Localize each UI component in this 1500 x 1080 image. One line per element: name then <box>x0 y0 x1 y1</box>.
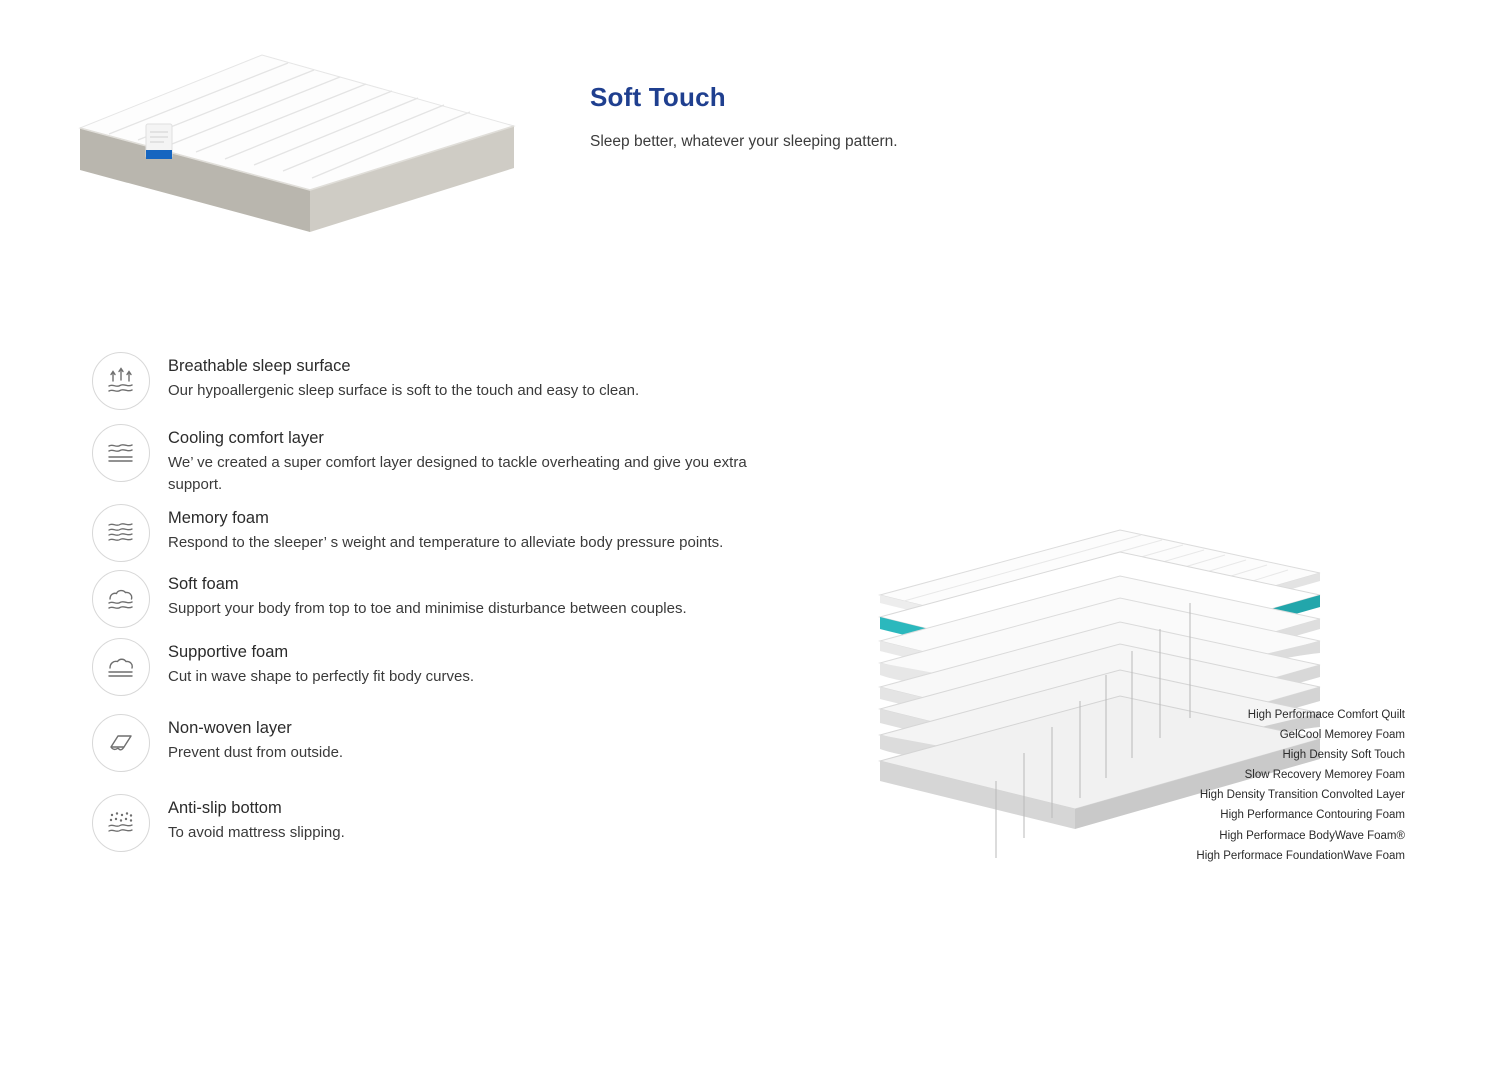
hero-text-block <box>590 82 1230 151</box>
supportive-foam-icon <box>92 638 150 696</box>
feature-item-memory-foam <box>92 504 812 562</box>
layer-label: High Performance Contouring Foam <box>1220 809 1405 822</box>
non-woven-sheet-icon <box>92 714 150 772</box>
layer-label: High Performace Comfort Quilt <box>1247 709 1405 721</box>
cooling-layer-icon <box>92 424 150 482</box>
layer-label: Slow Recovery Memorey Foam <box>1244 769 1405 782</box>
feature-title: Anti-slip bottom <box>168 798 282 817</box>
feature-item-soft-foam <box>92 570 812 628</box>
layer-label: High Density Transition Convolted Layer <box>1199 789 1405 802</box>
feature-description: Prevent dust from outside. <box>168 743 344 761</box>
feature-description: To avoid mattress slipping. <box>168 823 345 841</box>
layer-label: High Performace FoundationWave Foam <box>1196 849 1405 862</box>
page-title: Soft Touch <box>590 82 726 112</box>
feature-title: Non-woven layer <box>168 718 292 737</box>
feature-item-anti-slip-bottom <box>92 794 812 852</box>
layer-label: High Performace BodyWave Foam® <box>1219 829 1405 842</box>
feature-description: Our hypoallergenic sleep surface is soft to the touch and easy to clean. <box>168 382 640 399</box>
feature-description: Support your body from top to toe and minimise disturbance between couples. <box>168 599 687 617</box>
feature-item-non-woven-layer <box>92 714 812 772</box>
feature-item-supportive-foam <box>92 638 812 696</box>
feature-title: Breathable sleep surface <box>168 357 351 375</box>
feature-description: Cut in wave shape to perfectly fit body curves. <box>168 667 474 685</box>
breathable-airflow-icon <box>92 352 150 410</box>
soft-foam-cloud-icon <box>92 570 150 628</box>
layer-label: GelCool Memorey Foam <box>1279 729 1405 742</box>
memory-foam-waves-icon <box>92 504 150 562</box>
feature-title: Soft foam <box>168 574 239 593</box>
anti-slip-dots-icon <box>92 794 150 852</box>
feature-description: Respond to the sleeper’ s weight and temperature to alleviate body pressure points. <box>168 533 724 551</box>
feature-description: We’ ve created a super comfort layer designed to tackle overheating and give you extra support. <box>168 454 747 493</box>
mattress-product-photo <box>62 20 532 260</box>
feature-title: Supportive foam <box>168 642 289 661</box>
feature-title: Memory foam <box>168 508 269 527</box>
layer-label-list <box>975 710 1405 871</box>
layer-label: High Density Soft Touch <box>1282 749 1405 762</box>
feature-list <box>92 352 812 872</box>
feature-title: Cooling comfort layer <box>168 429 324 447</box>
feature-item-breathable-sleep-surface <box>92 352 812 410</box>
feature-item-cooling-comfort-layer <box>92 424 812 496</box>
page-subtitle: Sleep better, whatever your sleeping pattern. <box>590 133 898 150</box>
